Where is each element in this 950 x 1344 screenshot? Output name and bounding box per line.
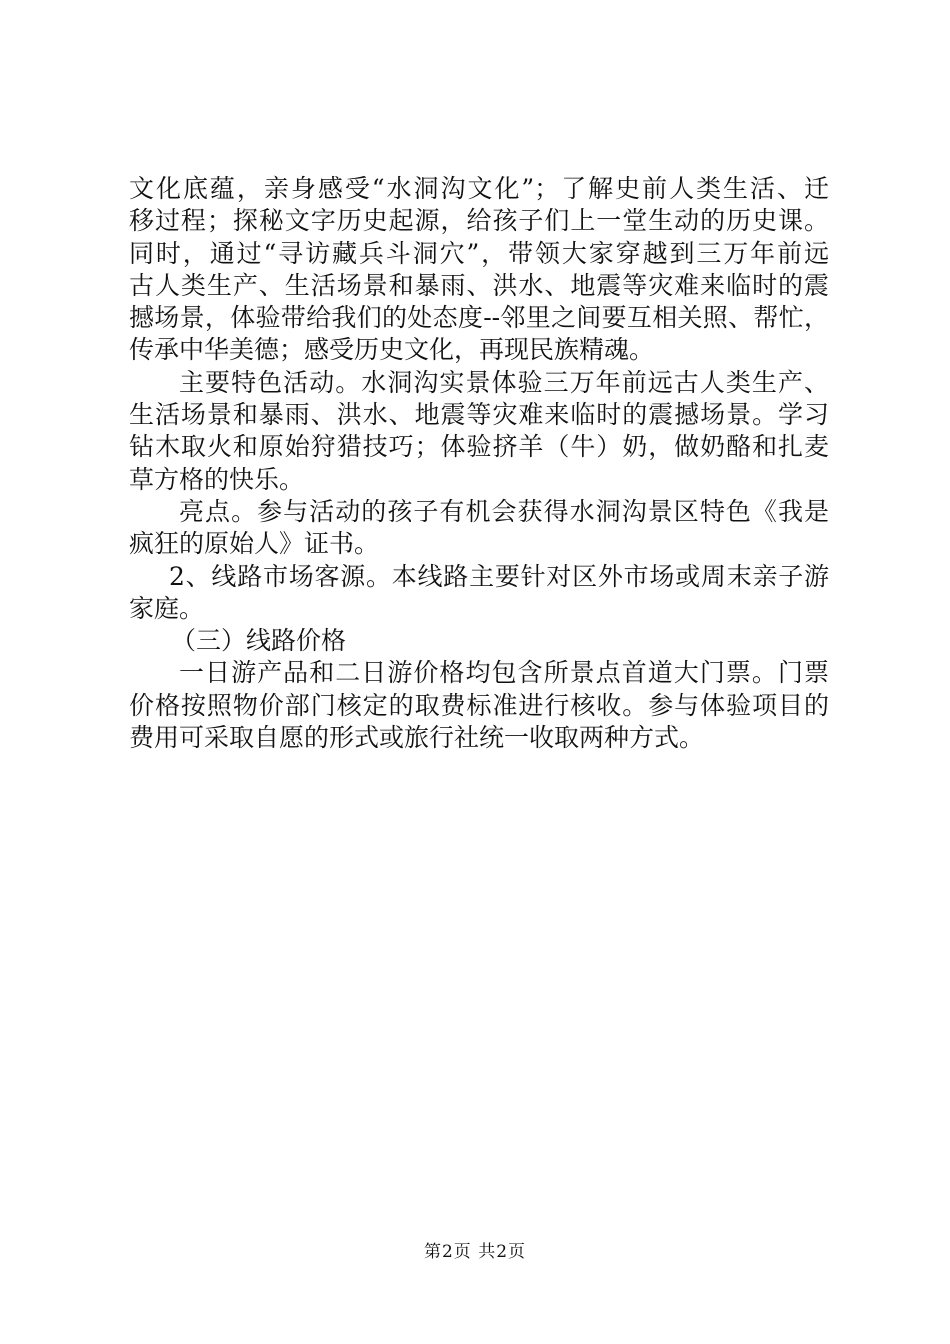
text-line: 家庭。 [129, 593, 205, 623]
text-line: 费用可采取自愿的形式或旅行社统一收取两种方式。 [129, 723, 705, 753]
document-body [129, 173, 829, 754]
text-line: 移过程；探秘文字历史起源，给孩子们上一堂生动的历史课。 [129, 206, 829, 236]
paragraph-first-line: 2、线路市场客源。本线路主要针对区外市场或周末亲子游 [169, 561, 829, 591]
paragraph-first-line: 亮点。参与活动的孩子有机会获得水洞沟景区特色《我是 [179, 496, 829, 526]
text-line: 疯狂的原始人》证书。 [129, 529, 380, 559]
text-line: 文化底蕴，亲身感受“水洞沟文化”；了解史前人类生活、迁 [129, 174, 829, 203]
text-line: 撼场景，体验带给我们的处态度--邻里之间要互相关照、帮忙， [129, 303, 829, 333]
text-line: 草方格的快乐。 [129, 464, 305, 494]
section-heading: （三）线路价格 [171, 626, 347, 656]
text-line: 生活场景和暴雨、洪水、地震等灾难来临时的震撼场景。学习 [129, 400, 829, 430]
text-line: 传承中华美德；感受历史文化，再现民族精魂。 [129, 335, 655, 365]
text-line: 同时，通过“寻访藏兵斗洞穴”，带领大家穿越到三万年前远 [129, 238, 829, 268]
text-line: 价格按照物价部门核定的取费标准进行核收。参与体验项目的 [129, 690, 829, 720]
paragraph-first-line: 主要特色活动。水洞沟实景体验三万年前远古人类生产、 [179, 367, 829, 397]
page-number-footer: 第2页 共2页 [423, 1242, 527, 1262]
text-line: 钻木取火和原始狩猎技巧；体验挤羊（牛）奶，做奶酪和扎麦 [129, 432, 829, 462]
paragraph-first-line: 一日游产品和二日游价格均包含所景点首道大门票。门票 [179, 658, 829, 688]
text-line: 古人类生产、生活场景和暴雨、洪水、地震等灾难来临时的震 [129, 270, 829, 300]
